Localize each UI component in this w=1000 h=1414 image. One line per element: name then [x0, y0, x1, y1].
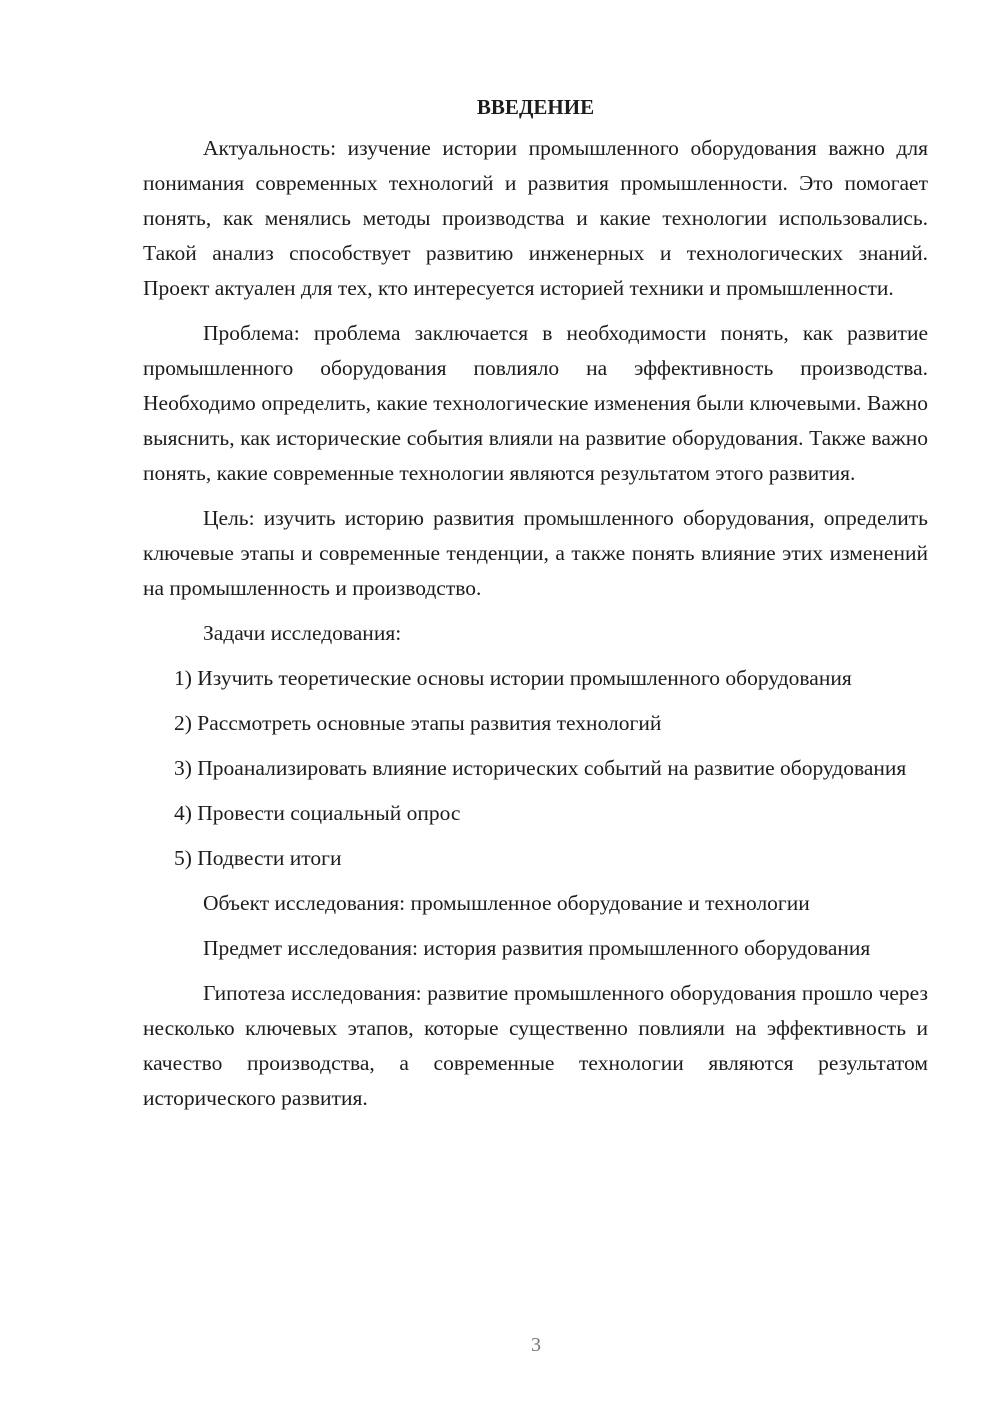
list-item: 2) Рассмотреть основные этапы развития технологий — [174, 711, 662, 735]
paragraph-hypothesis: Гипотеза исследования: развитие промышленного оборудования прошло через несколько ключевых этапов, которые существенно повлияли на эффективность и качество производства, а современные технологии являются результатом исторического развития. — [143, 981, 928, 1110]
list-item: 3) Проанализировать влияние исторических событий на развитие оборудования — [174, 756, 907, 780]
paragraph-goal: Цель: изучить историю развития промышленного оборудования, определить ключевые этапы и современные тенденции, а также понять влияние этих изменений на промышленность и производство. — [143, 506, 928, 600]
paragraph-object: Объект исследования: промышленное оборудование и технологии — [203, 891, 810, 915]
page-number: 3 — [531, 1334, 541, 1356]
paragraph-relevance: Актуальность: изучение истории промышленного оборудования важно для понимания современных технологий и развития промышленности. Это помогает понять, как менялись методы производства и какие технологии использовались. Такой анализ способствует развитию инженерных и технологических знаний. Проект актуален для тех, кто интересуется историей техники и промышленности. — [143, 136, 928, 300]
document-title: ВВЕДЕНИЕ — [476, 95, 595, 119]
list-item: 5) Подвести итоги — [174, 846, 342, 870]
paragraph-problem: Проблема: проблема заключается в необходимости понять, как развитие промышленного оборудования повлияло на эффективность производства. Необходимо определить, какие технологические изменения были ключевыми. Важно выяснить, как исторические события влияли на развитие оборудования. Также важно понять, какие современные технологии являются результатом этого развития. — [143, 321, 928, 485]
list-item: 1) Изучить теоретические основы истории промышленного оборудования — [174, 666, 852, 690]
tasks-list — [143, 661, 928, 876]
document-page — [143, 90, 928, 1126]
list-item: 4) Провести социальный опрос — [174, 801, 461, 825]
paragraph-subject: Предмет исследования: история развития промышленного оборудования — [203, 936, 871, 960]
tasks-heading: Задачи исследования: — [203, 621, 402, 645]
